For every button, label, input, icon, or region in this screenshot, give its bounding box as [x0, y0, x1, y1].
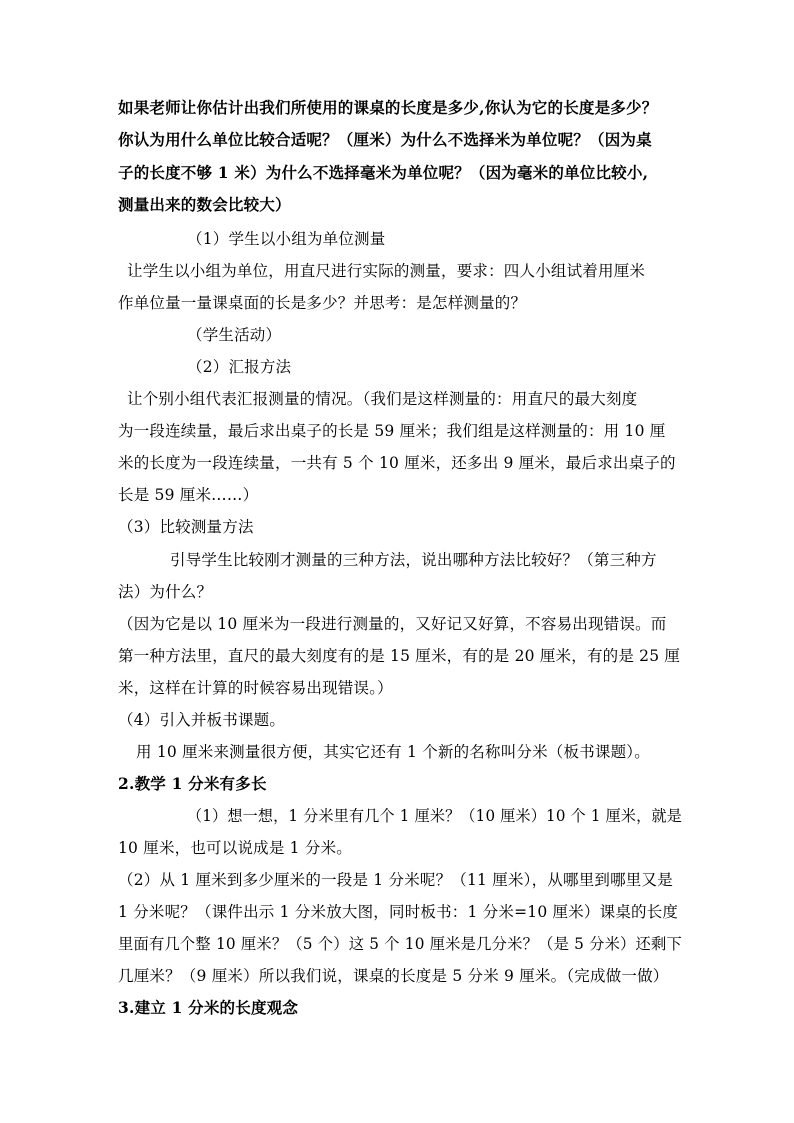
- paragraph-line: 里面有几个整 10 厘米？（5 个）这 5 个 10 厘米是几分米？（是 5 分米）还剩下: [118, 935, 682, 953]
- paragraph-line: 引导学生比较刚才测量的三种方法，说出哪种方法比较好？（第三种方: [170, 551, 657, 569]
- paragraph-line: 第一种方法里，直尺的最大刻度有的是 15 厘米，有的是 20 厘米，有的是 25 厘: [118, 647, 681, 665]
- paragraph-line: 作单位量一量课桌面的长是多少？并思考：是怎样测量的？: [118, 294, 527, 312]
- paragraph-line: 让个别小组代表汇报测量的情况。（我们是这样测量的：用直尺的最大刻度: [127, 390, 638, 408]
- paragraph-line: 长是 59 厘米……）: [118, 486, 259, 504]
- paragraph-line: （1）想一想，1 分米里有几个 1 厘米？（10 厘米）10 个 1 厘米，就是: [187, 807, 682, 825]
- paragraph-line: 几厘米？（9 厘米）所以我们说，课桌的长度是 5 分米 9 厘米。（完成做一做）: [118, 967, 669, 985]
- paragraph-line: 1 分米呢？（课件出示 1 分米放大图，同时板书：1 分米=10 厘米）课桌的长度: [118, 903, 679, 921]
- paragraph-line: （2）从 1 厘米到多少厘米的一段是 1 分米呢？（11 厘米），从哪里到哪里又是: [118, 871, 673, 889]
- section-heading: 2.教学 1 分米有多长: [118, 774, 267, 793]
- paragraph-line: （学生活动）: [187, 326, 282, 344]
- paragraph-line: 为一段连续量，最后求出桌子的长是 59 厘米；我们组是这样测量的：用 10 厘: [118, 422, 666, 440]
- paragraph-line: （因为它是以 10 厘米为一段进行测量的，又好记又好算，不容易出现错误。而: [118, 615, 667, 633]
- paragraph-line: 子的长度不够 1 米）为什么不选择毫米为单位呢？（因为毫米的单位比较小,: [118, 163, 649, 182]
- section-heading: （2）汇报方法: [187, 358, 292, 376]
- section-heading: （3）比较测量方法: [118, 518, 254, 536]
- section-heading: （4）引入并板书课题。: [118, 711, 286, 729]
- paragraph-line: 米，这样在计算的时候容易出现错误。）: [118, 679, 393, 697]
- paragraph-line: 用 10 厘米来测量很方便，其实它还有 1 个新的名称叫分米（板书课题）。: [136, 743, 650, 761]
- paragraph-line: 让学生以小组为单位，用直尺进行实际的测量，要求：四人小组试着用厘米: [127, 262, 646, 280]
- section-heading: 3.建立 1 分米的长度观念: [118, 998, 299, 1017]
- paragraph-line: 你认为用什么单位比较合适呢？（厘米）为什么不选择米为单位呢？（因为桌: [118, 130, 652, 149]
- paragraph-line: 米的长度为一段连续量，一共有 5 个 10 厘米，还多出 9 厘米，最后求出桌子的: [118, 454, 676, 472]
- paragraph-line: 测量出来的数会比较大）: [118, 195, 291, 214]
- paragraph-line: 法）为什么？: [118, 583, 213, 601]
- paragraph-line: 10 厘米，也可以说成是 1 分米。: [118, 839, 352, 857]
- section-heading: （1）学生以小组为单位测量: [187, 230, 386, 248]
- paragraph-line: 如果老师让你估计出我们所使用的课桌的长度是多少,你认为它的长度是多少？: [118, 98, 658, 117]
